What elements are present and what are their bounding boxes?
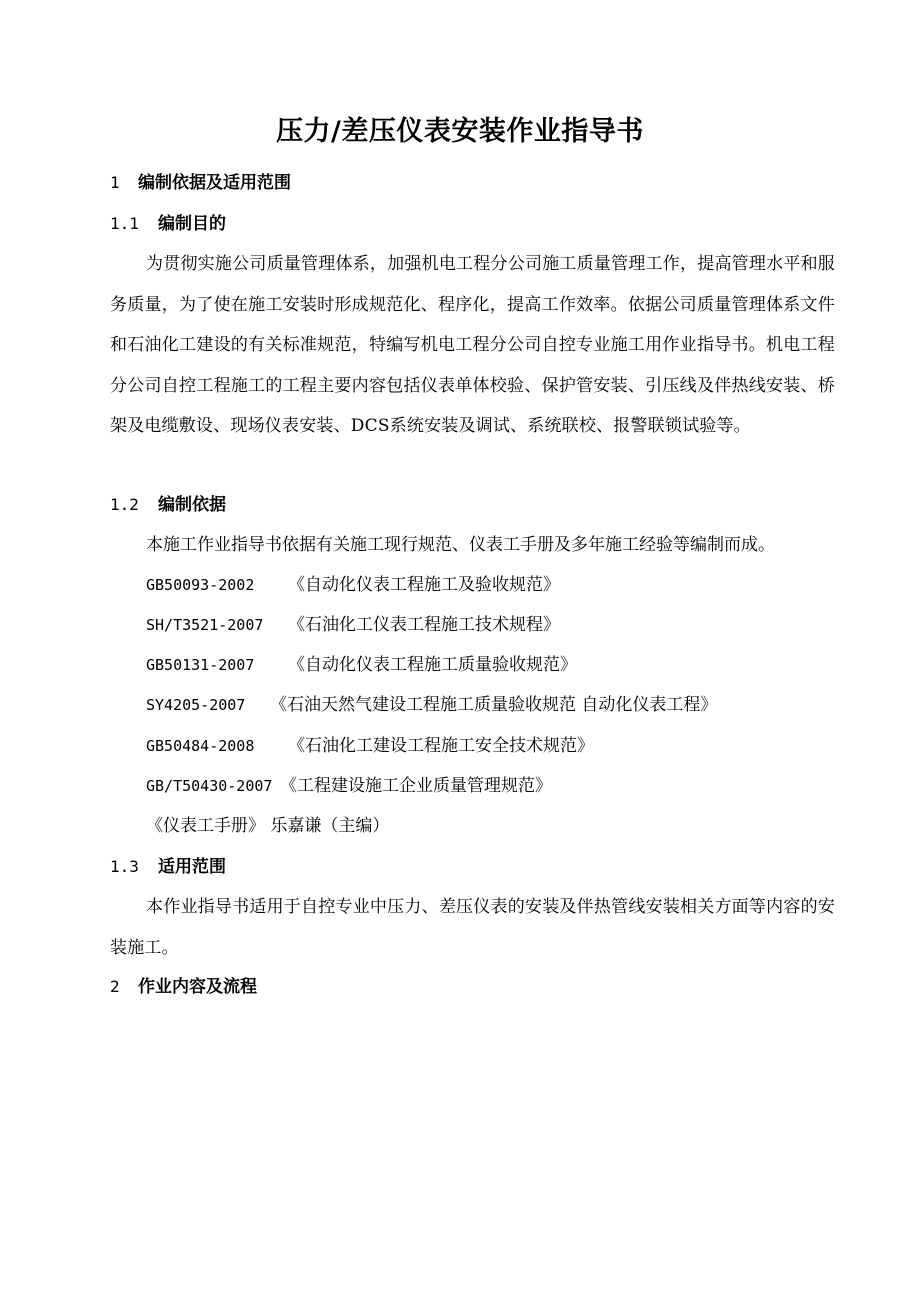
section-number: 1.2 xyxy=(110,495,139,514)
section-title: 编制目的 xyxy=(158,214,226,234)
section-number: 2 xyxy=(110,977,120,996)
section-title: 作业内容及流程 xyxy=(138,977,257,997)
reference-name: 《石油化工建设工程施工安全技术规范》 xyxy=(288,736,594,756)
section-title: 适用范围 xyxy=(158,857,226,877)
basis-intro: 本施工作业指导书依据有关施工现行规范、仪表工手册及多年施工经验等编制而成。 xyxy=(146,535,775,555)
reference-code: GB50484-2008 xyxy=(146,737,255,755)
reference-item xyxy=(146,734,594,758)
reference-code: SY4205-2007 xyxy=(146,696,246,714)
section-number: 1.3 xyxy=(110,857,139,876)
section-1-2-heading xyxy=(110,493,226,517)
section-1-heading xyxy=(110,171,291,195)
section-number: 1 xyxy=(110,173,120,192)
reference-code: GB/T50430-2007 xyxy=(146,777,273,795)
reference-item xyxy=(146,613,560,637)
reference-item xyxy=(146,653,577,677)
reference-name: 《工程建设施工企业质量管理规范》 xyxy=(280,776,552,796)
section-title: 编制依据 xyxy=(158,495,226,515)
reference-code: SH/T3521-2007 xyxy=(146,616,264,634)
reference-item xyxy=(146,693,717,717)
reference-code: GB50093-2002 xyxy=(146,576,255,594)
section-1-3-heading xyxy=(110,855,226,879)
reference-name: 《石油化工仪表工程施工技术规程》 xyxy=(288,615,560,635)
reference-name: 《自动化仪表工程施工及验收规范》 xyxy=(288,575,560,595)
reference-item xyxy=(146,573,560,597)
reference-name: 《石油天然气建设工程施工质量验收规范 自动化仪表工程》 xyxy=(270,695,718,715)
section-number: 1.1 xyxy=(110,214,139,233)
purpose-paragraph: 为贯彻实施公司质量管理体系，加强机电工程分公司施工质量管理工作，提高管理水平和服务质量，为了使在施工安装时形成规范化、程序化，提高工作效率。依据公司质量管理体系文件和石油化工建设的有关标准规范，特编写机电工程分公司自控专业施工用作业指导书。机电工程分公司自控工程施工的工程主要内容包括仪表单体校验、保护管安装、引压线及伴热线安装、桥架及电缆敷设、现场仪表安装、DCS系统安装及调试、系统联校、报警联锁试验等。 xyxy=(110,254,835,436)
reference-code: GB50131-2007 xyxy=(146,656,255,674)
section-1-1-heading xyxy=(110,212,226,236)
reference-item xyxy=(146,774,552,798)
section-2-heading xyxy=(110,975,257,999)
handbook-reference: 《仪表工手册》 乐嘉谦（主编） xyxy=(146,816,390,836)
document-title: 压力/差压仪表安装作业指导书 xyxy=(276,116,644,147)
scope-paragraph: 本作业指导书适用于自控专业中压力、差压仪表的安装及伴热管线安装相关方面等内容的安装施工。 xyxy=(110,897,835,958)
section-title: 编制依据及适用范围 xyxy=(138,173,291,193)
reference-name: 《自动化仪表工程施工质量验收规范》 xyxy=(288,655,577,675)
